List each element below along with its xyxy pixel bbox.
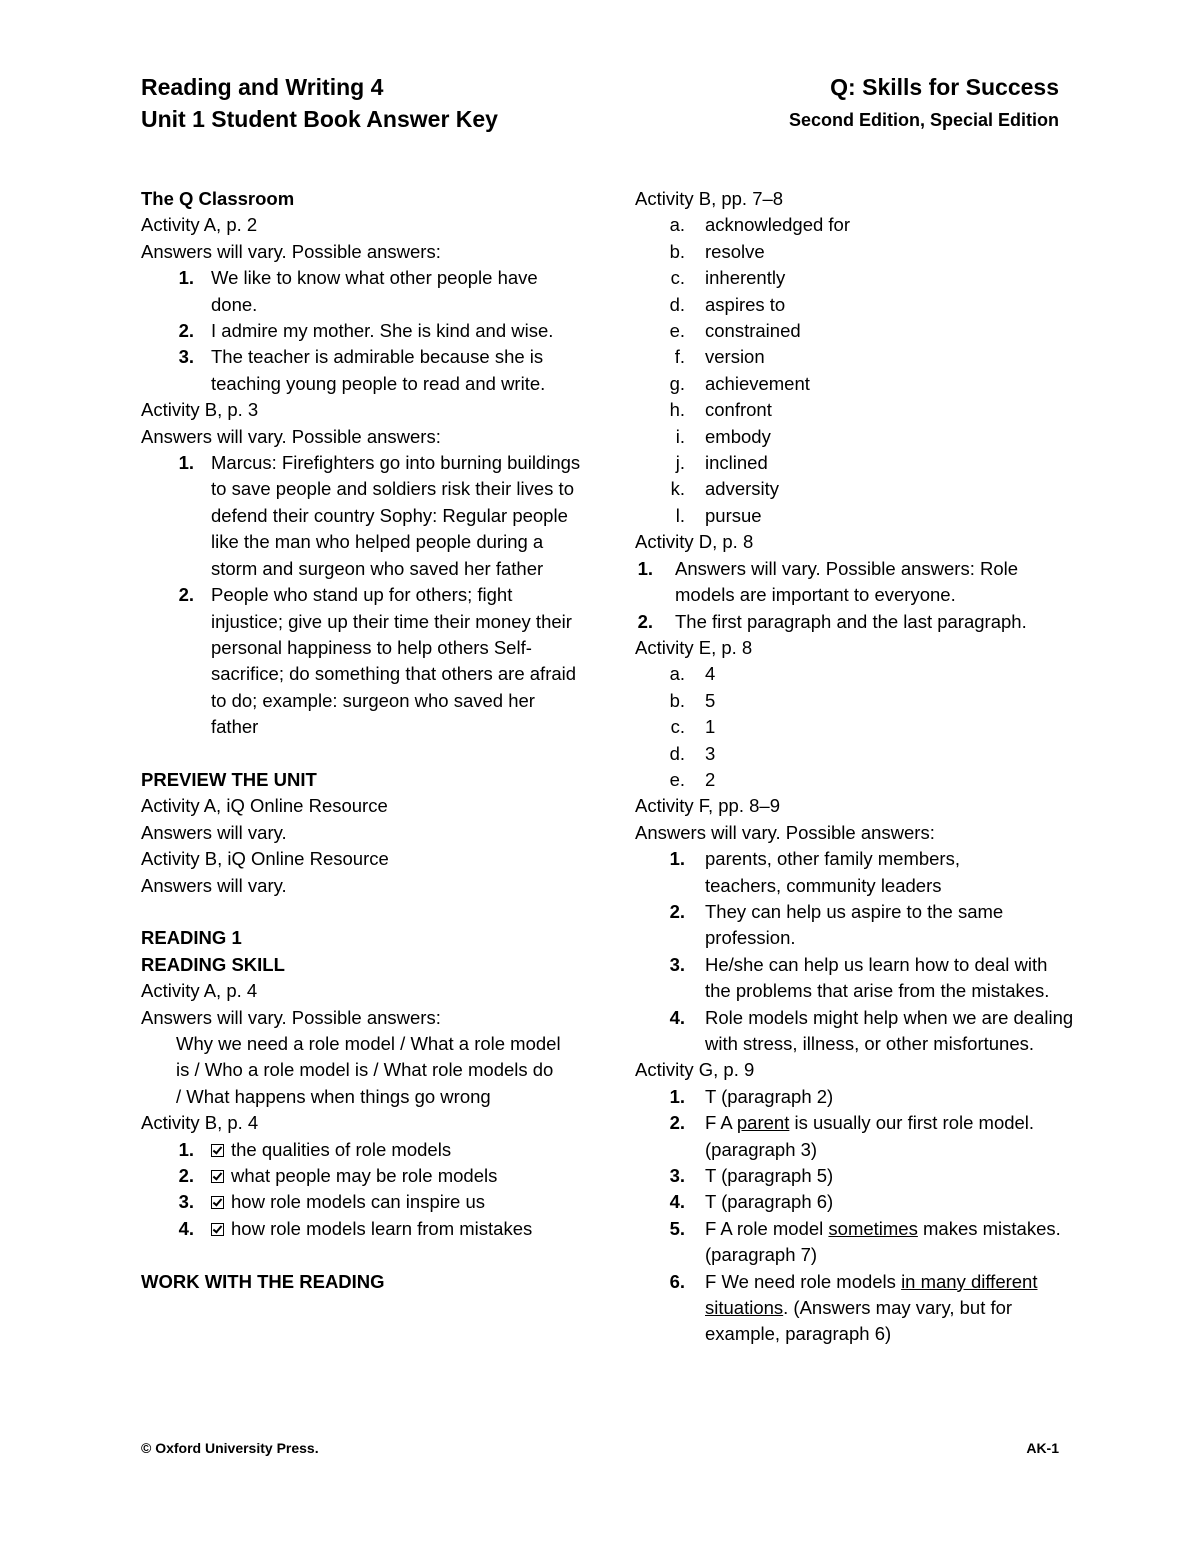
item-number: 4.	[669, 1191, 685, 1213]
list-item	[635, 1084, 1075, 1110]
item-letter: e.	[669, 768, 685, 790]
list-item	[635, 503, 1075, 529]
item-text: pursue	[705, 504, 762, 526]
right-column	[635, 186, 1075, 1348]
activity-heading: Activity A, p. 4	[141, 980, 258, 1002]
answer-text: Answers will vary.	[141, 821, 287, 843]
list-item	[141, 582, 581, 740]
item-text: confront	[705, 399, 772, 421]
item-number: 4.	[669, 1006, 685, 1028]
item-letter: j.	[675, 452, 685, 474]
activity-heading: Activity A, iQ Online Resource	[141, 795, 388, 817]
list-item	[635, 899, 1075, 952]
answers-intro: Answers will vary. Possible answers:	[141, 240, 441, 262]
section-heading: PREVIEW THE UNIT	[141, 768, 317, 790]
item-text: They can help us aspire to the same profession.	[705, 900, 1004, 949]
series-title: Q: Skills for Success	[830, 74, 1059, 100]
list-item	[635, 450, 1075, 476]
item-letter: h.	[669, 399, 685, 421]
item-text: what people may be role models	[231, 1165, 498, 1186]
list-item	[635, 424, 1075, 450]
underlined-word: in many different situations	[705, 1270, 1038, 1319]
left-column	[141, 186, 581, 1295]
underlined-word: sometimes	[828, 1217, 918, 1239]
list-item	[635, 767, 1075, 793]
item-letter: k.	[670, 478, 685, 500]
list-item	[635, 318, 1075, 344]
item-number: 2.	[178, 320, 194, 342]
item-number: 1.	[178, 1138, 194, 1160]
item-text: the qualities of role models	[231, 1138, 452, 1160]
item-number: 2.	[669, 1112, 685, 1134]
item-text: Marcus: Firefighters go into burning buildings to save people and soldiers risk their lives to defend their country Sophy: Regular people like the man who helped people during a storm and surgeon who saved her father	[211, 452, 581, 579]
list-item	[635, 1163, 1075, 1189]
item-text: makes mistakes. (paragraph 7)	[705, 1217, 1061, 1266]
activity-heading: Activity B, p. 3	[141, 399, 259, 421]
list-item	[141, 450, 581, 582]
list-item	[635, 1110, 1075, 1163]
item-text: People who stand up for others; fight injustice; give up their time their money their personal happiness to help others Self-sacrifice; do something that others are afraid to do; example: surgeon who saved her father	[211, 584, 577, 738]
page-title-line2: Unit 1 Student Book Answer Key	[141, 106, 498, 132]
item-text: We like to know what other people have done.	[211, 267, 538, 315]
item-text: how role models can inspire us	[231, 1191, 485, 1213]
answer-text: Answers will vary.	[141, 874, 287, 896]
page-title-line1: Reading and Writing 4	[141, 74, 384, 100]
list-item	[635, 741, 1075, 767]
item-text: achievement	[705, 372, 810, 394]
item-number: 2.	[637, 610, 653, 632]
list-item	[635, 397, 1075, 423]
item-number: 5.	[669, 1217, 685, 1239]
list-item	[635, 212, 1075, 238]
item-letter: i.	[675, 425, 685, 447]
list-item	[635, 609, 1075, 635]
section-heading: READING SKILL	[141, 953, 285, 975]
item-number: 1.	[637, 557, 653, 579]
item-letter: l.	[675, 504, 685, 526]
list-item	[635, 688, 1075, 714]
copyright-text: © Oxford University Press.	[141, 1440, 319, 1456]
item-text: constrained	[705, 320, 801, 342]
item-number: 4.	[178, 1217, 194, 1239]
item-text: inclined	[705, 452, 768, 474]
list-item	[635, 476, 1075, 502]
item-text: T (paragraph 6)	[705, 1191, 834, 1213]
item-text: acknowledged for	[705, 214, 851, 236]
list-item	[141, 1137, 581, 1163]
item-letter: g.	[669, 372, 685, 394]
item-text: T (paragraph 5)	[705, 1165, 834, 1187]
activity-heading: Activity G, p. 9	[635, 1059, 755, 1081]
section-heading: The Q Classroom	[141, 188, 295, 209]
item-text: 3	[705, 742, 716, 764]
item-text: 2	[705, 768, 716, 790]
item-text: F A	[705, 1112, 737, 1134]
list-item	[141, 1163, 581, 1189]
activity-heading: Activity F, pp. 8–9	[635, 795, 780, 817]
item-number: 3.	[669, 953, 685, 975]
section-heading: WORK WITH THE READING	[141, 1270, 385, 1292]
page-number: AK-1	[1026, 1440, 1059, 1456]
answer-paragraph: Why we need a role model / What a role model is / Who a role model is / What role models do / What happens when things go wrong	[176, 1032, 561, 1107]
item-letter: c.	[670, 716, 685, 738]
item-number: 1.	[669, 848, 685, 870]
edition-label: Second Edition, Special Edition	[788, 110, 1059, 130]
underlined-word: parent	[736, 1112, 790, 1134]
item-number: 2.	[178, 1165, 194, 1186]
answers-intro: Answers will vary. Possible answers:	[141, 1006, 441, 1028]
activity-heading: Activity B, p. 4	[141, 1112, 259, 1134]
list-item	[635, 714, 1075, 740]
item-text: how role models learn from mistakes	[231, 1217, 533, 1239]
item-text: version	[705, 346, 765, 368]
item-number: 3.	[178, 1191, 194, 1213]
checkbox-checked-icon	[211, 1196, 224, 1209]
item-letter: c.	[670, 267, 685, 289]
item-letter: b.	[669, 240, 685, 262]
list-item	[635, 292, 1075, 318]
item-text: is usually our first role model. (paragraph 3)	[705, 1112, 1035, 1160]
item-letter: d.	[669, 742, 685, 764]
item-letter: e.	[669, 320, 685, 342]
item-letter: b.	[669, 689, 685, 711]
item-text: F We need role models	[705, 1270, 902, 1292]
item-text: 5	[705, 689, 716, 711]
list-item	[635, 371, 1075, 397]
item-text: 1	[705, 716, 716, 738]
item-text: T (paragraph 2)	[705, 1085, 834, 1107]
answers-intro: Answers will vary. Possible answers:	[141, 425, 441, 447]
list-item	[141, 344, 581, 397]
item-text: Role models might help when we are dealing with stress, illness, or other misfortunes.	[705, 1006, 1074, 1054]
item-letter: f.	[674, 346, 685, 368]
activity-heading: Activity D, p. 8	[635, 531, 754, 553]
item-text: The teacher is admirable because she is teaching young people to read and write.	[211, 346, 546, 394]
list-item	[141, 265, 581, 318]
list-item	[141, 318, 581, 344]
list-item	[635, 239, 1075, 265]
list-item	[141, 1216, 581, 1242]
item-text: aspires to	[705, 293, 786, 315]
list-item	[635, 846, 1075, 899]
item-letter: d.	[669, 293, 685, 315]
item-number: 3.	[178, 346, 194, 368]
item-text: embody	[705, 425, 771, 447]
item-text: He/she can help us learn how to deal with the problems that arise from the mistakes.	[705, 953, 1050, 1002]
list-item	[635, 344, 1075, 370]
list-item	[635, 1005, 1075, 1058]
item-number: 1.	[178, 267, 194, 289]
activity-heading: Activity B, iQ Online Resource	[141, 848, 389, 870]
item-text: The first paragraph and the last paragraph.	[675, 610, 1027, 632]
item-number: 3.	[669, 1165, 685, 1187]
item-number: 1.	[178, 452, 194, 474]
activity-heading: Activity B, pp. 7–8	[635, 188, 784, 209]
list-item	[635, 556, 1075, 609]
list-item	[635, 1269, 1075, 1348]
item-letter: a.	[669, 214, 685, 236]
item-text: I admire my mother. She is kind and wise.	[211, 320, 554, 342]
item-number: 1.	[669, 1085, 685, 1107]
list-item	[635, 952, 1075, 1005]
item-text: F A role model	[705, 1217, 829, 1239]
checkbox-checked-icon	[211, 1223, 224, 1236]
list-item	[141, 1189, 581, 1215]
list-item	[635, 1189, 1075, 1215]
item-text: adversity	[705, 478, 780, 500]
activity-heading: Activity E, p. 8	[635, 636, 753, 658]
activity-heading: Activity A, p. 2	[141, 214, 258, 236]
item-text: inherently	[705, 267, 786, 289]
checkbox-checked-icon	[211, 1144, 224, 1157]
item-text: . (Answers may vary, but for example, paragraph 6)	[705, 1297, 1013, 1345]
item-text: Answers will vary. Possible answers: Role models are important to everyone.	[675, 557, 1019, 606]
item-number: 2.	[669, 900, 685, 922]
item-number: 6.	[669, 1270, 685, 1292]
section-heading: READING 1	[141, 927, 242, 949]
item-text: parents, other family members, teachers, community leaders	[705, 848, 960, 896]
checkbox-checked-icon	[211, 1170, 224, 1183]
list-item	[635, 265, 1075, 291]
item-text: resolve	[705, 240, 765, 262]
item-text: 4	[705, 663, 716, 685]
item-number: 2.	[178, 584, 194, 606]
answers-intro: Answers will vary. Possible answers:	[635, 821, 935, 843]
list-item	[635, 1216, 1075, 1269]
item-letter: a.	[669, 663, 685, 685]
list-item	[635, 661, 1075, 687]
